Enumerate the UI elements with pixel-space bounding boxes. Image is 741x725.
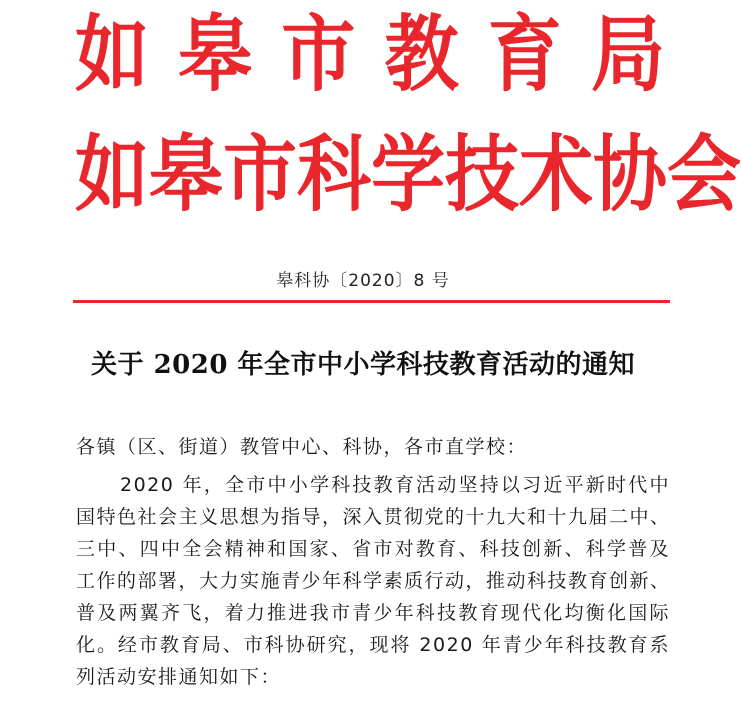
document-number: 皋科协〔2020〕8 号 [276, 271, 450, 291]
issuer-char: 市 [281, 6, 356, 104]
salutation: 各镇（区、街道）教管中心、科协，各市直学校： [76, 436, 528, 458]
body-line: 工作的部署，大力实施青少年科学素质行动，推动科技教育创新、 [76, 570, 671, 592]
issuer-char: 学 [371, 126, 445, 224]
issuer-char: 皋 [149, 126, 223, 224]
issuer-char: 皋 [178, 6, 253, 104]
issuer-char: 如 [75, 126, 149, 224]
issuer-char: 术 [519, 126, 593, 224]
issuer-char: 技 [445, 126, 519, 224]
issuer-name-education-bureau [75, 5, 665, 106]
body-line: 三中、四中全会精神和国家、省市对教育、科技创新、科学普及 [76, 538, 670, 560]
body-paragraph [76, 469, 670, 693]
issuer-char: 育 [487, 6, 562, 104]
document-title: 关于 2020 年全市中小学科技教育活动的通知 [91, 350, 635, 380]
body-line: 化。经市教育局、市科协研究，现将 2020 年青少年科技教育系 [76, 634, 670, 656]
body-line: 国特色社会主义思想为指导，深入贯彻党的十九大和十九届二中、 [76, 506, 671, 528]
header-divider [73, 300, 670, 303]
issuer-char: 科 [297, 126, 371, 224]
body-line: 普及两翼齐飞，着力推进我市青少年科技教育现代化均衡化国际 [76, 602, 670, 624]
issuer-char: 市 [223, 126, 297, 224]
issuer-char: 协 [593, 126, 667, 224]
body-line: 列活动安排通知如下： [76, 666, 282, 688]
issuer-char: 局 [590, 6, 665, 104]
body-line: 2020 年，全市中小学科技教育活动坚持以习近平新时代中 [120, 474, 670, 496]
issuer-char: 会 [667, 126, 741, 224]
issuer-name-science-association [75, 125, 741, 226]
issuer-char: 教 [384, 6, 459, 104]
issuer-char: 如 [75, 6, 149, 104]
